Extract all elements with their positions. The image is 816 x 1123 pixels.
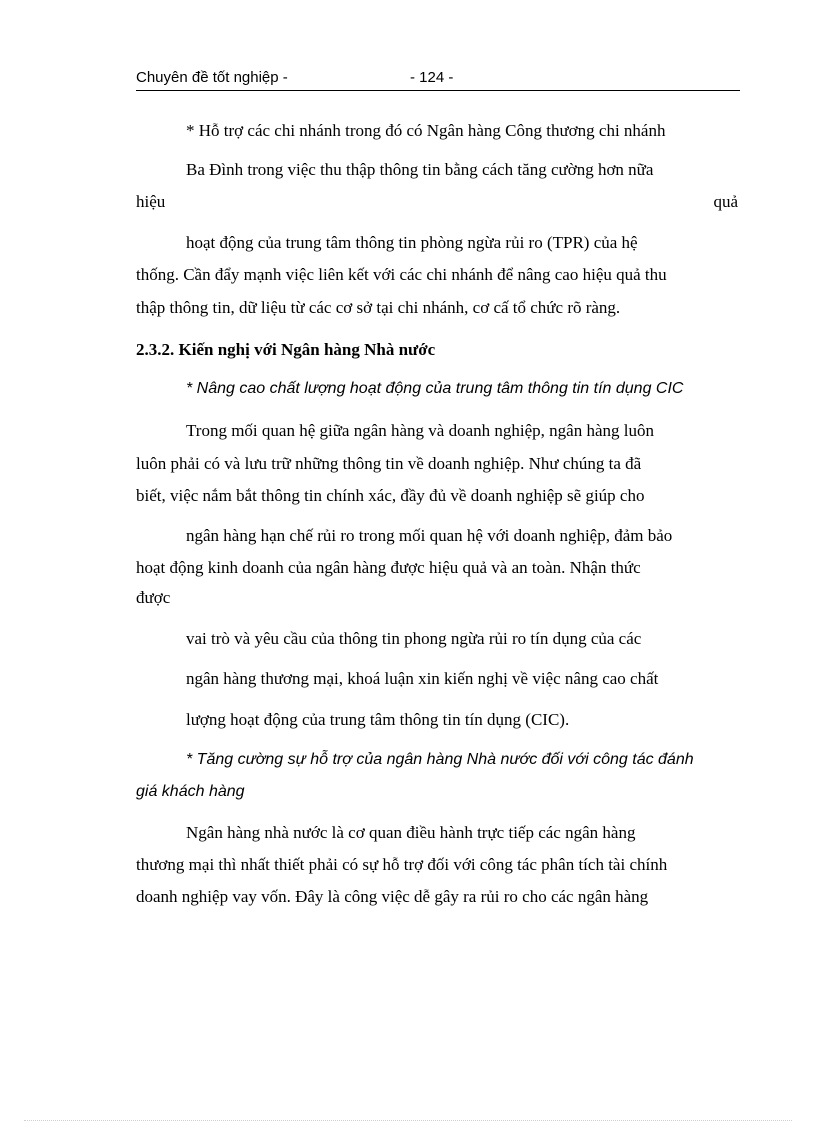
page-bottom-divider: [24, 1120, 792, 1121]
text-word: quả: [713, 192, 738, 211]
text-line: [136, 264, 667, 286]
italic-subheading: giá khách hàng: [136, 783, 245, 800]
text-line-content: * Hỗ trợ các chi nhánh trong đó có Ngân hàng Công thương chi nhánh: [186, 121, 666, 140]
text-line: [136, 191, 738, 213]
page-number: - 124 -: [410, 69, 454, 86]
text-line: được: [136, 588, 171, 607]
text-line-content: hoạt động của trung tâm thông tin phòng ngừa rủi ro (TPR) của hệ: [186, 233, 638, 252]
page-header: [136, 66, 740, 91]
text-line: doanh nghiệp vay vốn. Đây là công việc dễ gây ra rủi ro cho các ngân hàng: [136, 887, 649, 906]
text-line: Ngân hàng nhà nước là cơ quan điều hành trực tiếp các ngân hàng: [186, 823, 636, 842]
text-line: [186, 120, 738, 142]
text-line: [186, 232, 638, 254]
italic-subheading: * Nâng cao chất lượng hoạt động của trung tâm thông tin tín dụng CIC: [186, 380, 684, 397]
text-line-content: thập thông tin, dữ liệu từ các cơ sở tại chi nhánh, cơ cấ tổ chức rõ ràng.: [136, 298, 621, 317]
text-line: thương mại thì nhất thiết phải có sự hỗ trợ đối với công tác phân tích tài chính: [136, 855, 668, 874]
text-line-content: Ba Đình trong việc thu thập thông tin bằng cách tăng cường hơn nữa: [186, 160, 654, 179]
italic-subheading: * Tăng cường sự hỗ trợ của ngân hàng Nhà nước đối với công tác đánh: [186, 751, 694, 768]
text-line: biết, việc nắm bắt thông tin chính xác, đầy đủ về doanh nghiệp sẽ giúp cho: [136, 486, 645, 505]
text-line: luôn phải có và lưu trữ những thông tin về doanh nghiệp. Như chúng ta đã: [136, 454, 642, 473]
text-line: lượng hoạt động của trung tâm thông tin tín dụng (CIC).: [186, 710, 570, 729]
text-line-content: thống. Cần đẩy mạnh việc liên kết với các chi nhánh để nâng cao hiệu quả thu: [136, 265, 667, 284]
text-line: [136, 297, 620, 319]
text-line: vai trò và yêu cầu của thông tin phong ngừa rủi ro tín dụng của các: [186, 629, 642, 648]
section-heading: 2.3.2. Kiến nghị với Ngân hàng Nhà nước: [136, 340, 436, 359]
header-title: Chuyên đề tốt nghiệp -: [136, 69, 288, 86]
text-line: ngân hàng hạn chế rủi ro trong mối quan hệ với doanh nghiệp, đảm bảo: [186, 526, 673, 545]
text-line: [186, 159, 738, 181]
text-line: Trong mối quan hệ giữa ngân hàng và doanh nghiệp, ngân hàng luôn: [186, 421, 654, 440]
text-line: hoạt động kinh doanh của ngân hàng được hiệu quả và an toàn. Nhận thức: [136, 558, 641, 577]
text-line: ngân hàng thương mại, khoá luận xin kiến nghị về việc nâng cao chất: [186, 669, 659, 688]
text-word: hiệu: [136, 192, 166, 211]
